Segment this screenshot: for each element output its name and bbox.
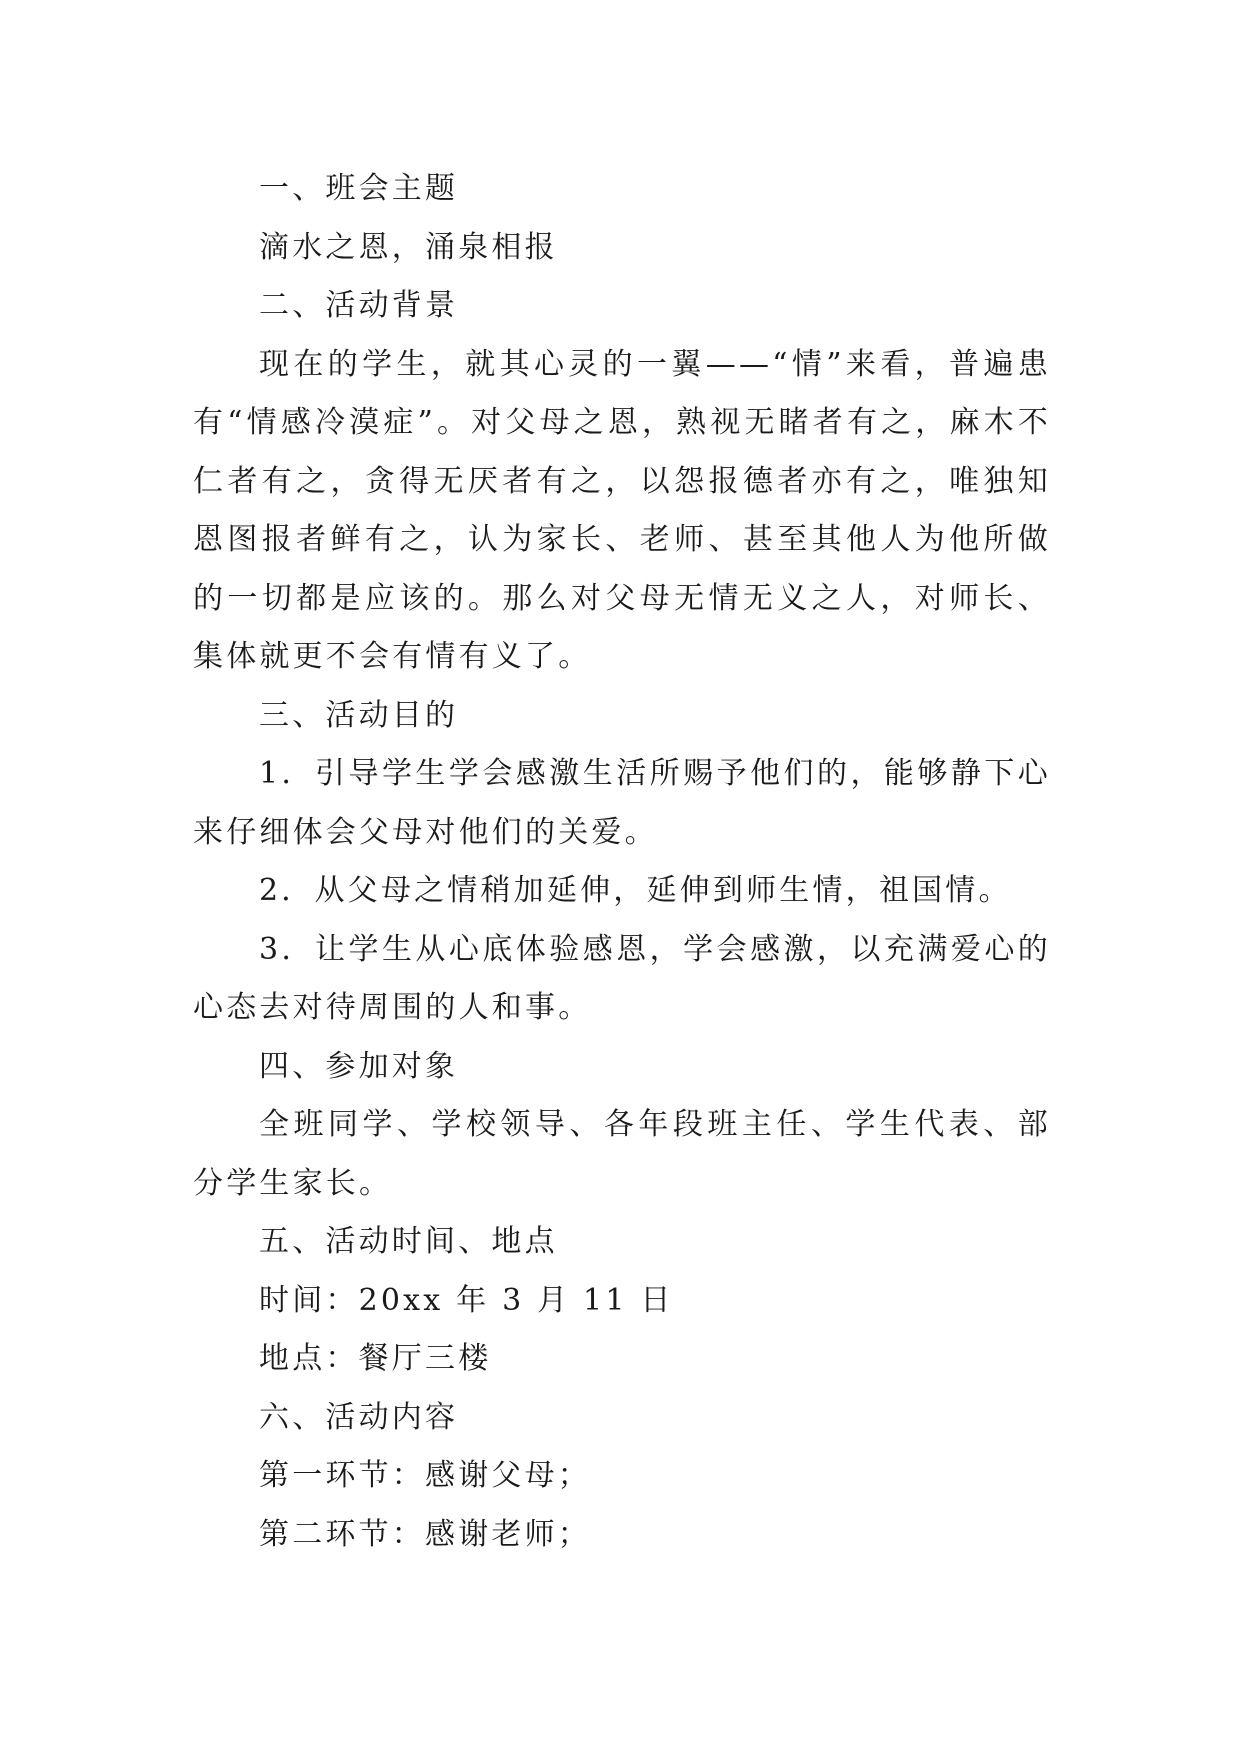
participants-text: 全班同学、学校领导、各年段班主任、学生代表、部分学生家长。 [193,1107,1051,1201]
document-body [193,160,1051,1564]
section-heading-time-place: 五、活动时间、地点 [259,1224,558,1259]
section-heading-content: 六、活动内容 [259,1399,459,1435]
section-heading-theme: 一、班会主题 [259,171,459,206]
content-step-2: 第二环节：感谢老师； [259,1516,591,1552]
purpose-item-2: 2．从父母之情稍加延伸，延伸到师生情，祖国情。 [259,873,1012,908]
section-heading-background: 二、活动背景 [259,288,459,323]
section-heading-participants: 四、参加对象 [259,1048,459,1084]
place-text: 地点：餐厅三楼 [259,1341,492,1376]
section-heading-purpose: 三、活动目的 [259,697,459,733]
background-text: 现在的学生，就其心灵的一翼——“情”来看，普遍患有“情感冷漠症”。对父母之恩，熟视无睹者有之，麻木不仁者有之，贪得无厌者有之，以怨报德者亦有之，唯独知恩图报者鲜有之，认为家长、老师、甚至其他人为他所做的一切都是应该的。那么对父母无情无义之人，对师长、集体就更不会有情有义了。 [193,346,1051,674]
content-step-1: 第一环节：感谢父母； [259,1458,591,1493]
purpose-item-1: 1．引导学生学会感激生活所赐予他们的，能够静下心来仔细体会父母对他们的关爱。 [193,756,1051,850]
time-text: 时间：20xx 年 3 月 11 日 [259,1282,674,1318]
theme-text: 滴水之恩，涌泉相报 [259,229,558,265]
purpose-item-3: 3．让学生从心底体验感恩，学会感激，以充满爱心的心态去对待周围的人和事。 [193,931,1051,1025]
